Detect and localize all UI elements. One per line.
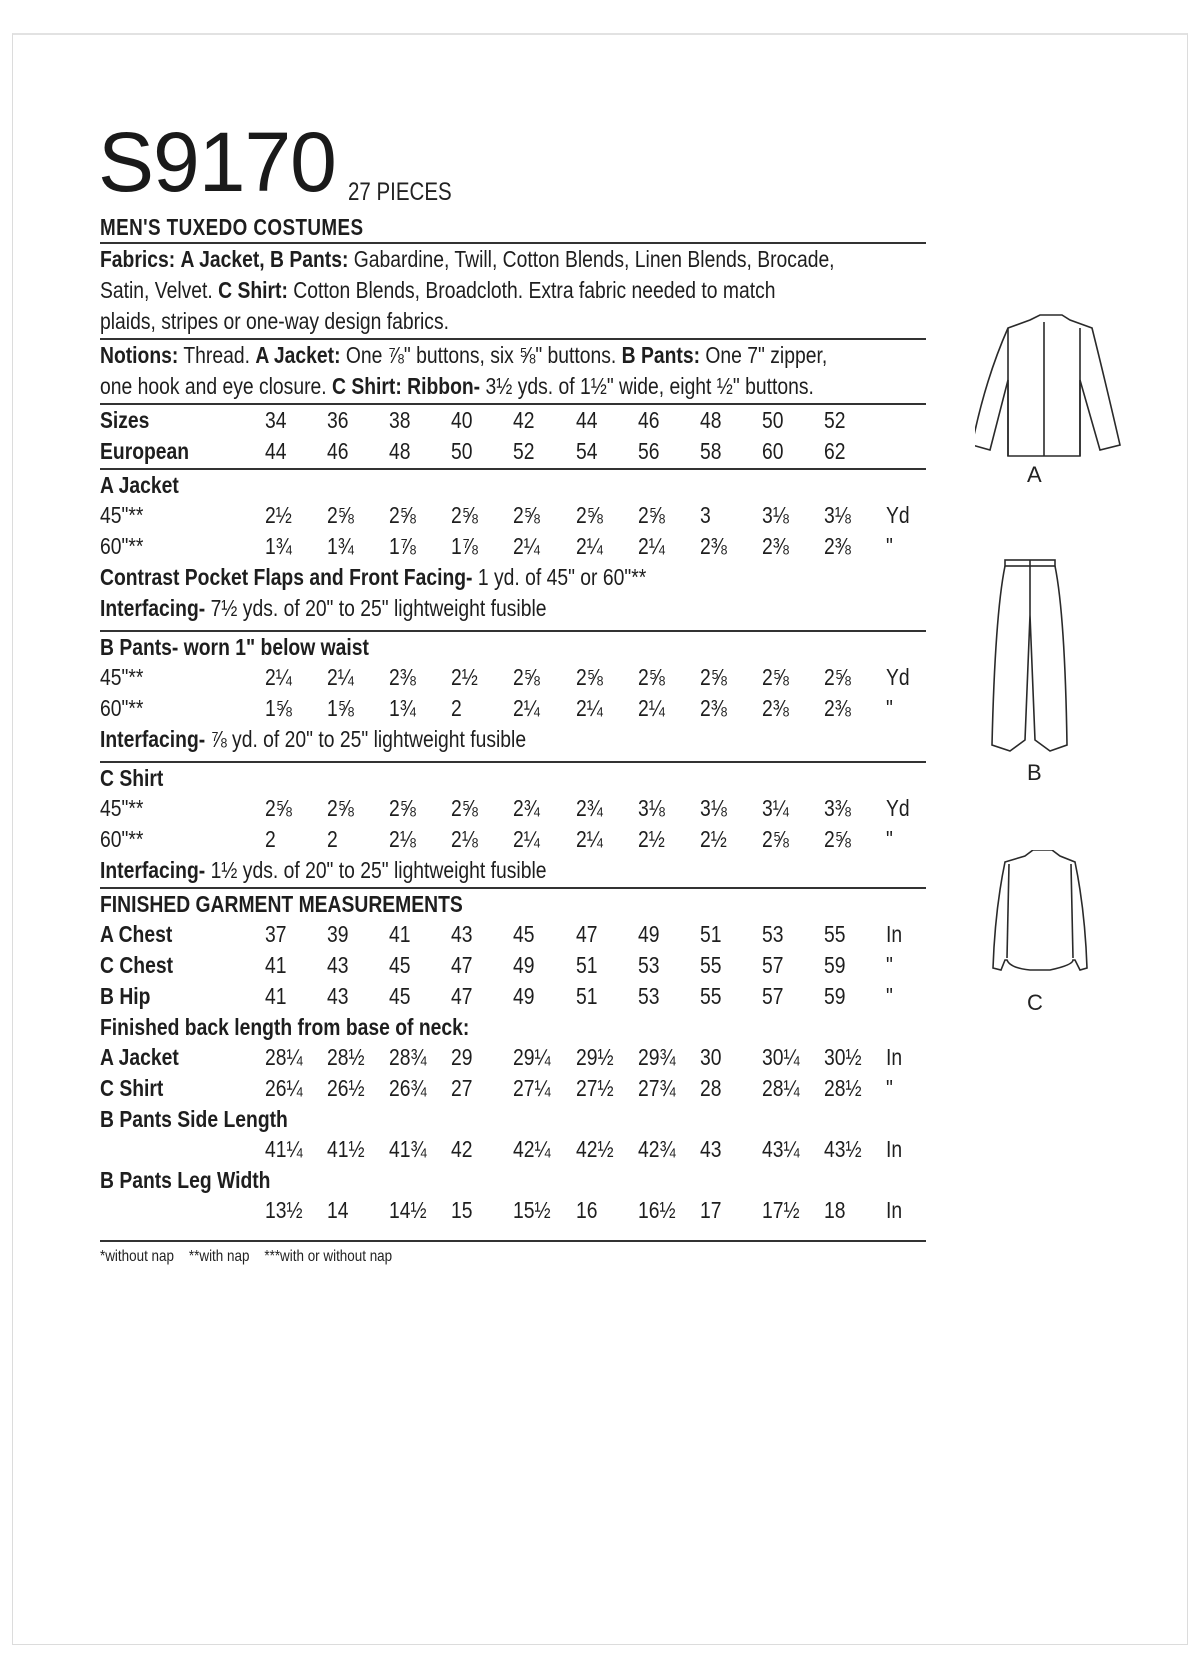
cell-value: 47	[451, 952, 473, 978]
row-label: A Jacket	[100, 1044, 179, 1070]
cell-value: 2¼	[327, 664, 355, 690]
unit: In	[885, 1136, 902, 1162]
section-heading: A Jacket	[100, 471, 179, 498]
cell-value: 2¼	[637, 695, 665, 721]
footnote: *without nap **with nap ***with or without nap	[100, 1248, 393, 1265]
cell-value: 2⅝	[265, 795, 293, 821]
pants-heading	[100, 632, 926, 662]
sizes-row	[100, 405, 926, 436]
cell-value: 53	[761, 921, 784, 947]
cell-value: 3⅜	[823, 795, 851, 821]
cell-value: 2⅝	[327, 795, 355, 821]
cell-value: 2⅝	[389, 795, 417, 821]
cell-value: 46	[637, 407, 660, 433]
back-length-heading	[100, 1012, 926, 1042]
cell-value: 30½	[823, 1044, 862, 1070]
cell-value: 49	[513, 952, 535, 978]
finished-measurements-table	[100, 889, 926, 1226]
contrast-label: Contrast Pocket Flaps and Front Facing-	[100, 564, 473, 590]
cell-value: 2¼	[513, 826, 541, 852]
cell-value: 47	[451, 983, 473, 1009]
cell-value: 16	[575, 1197, 597, 1223]
cell-value: 14	[327, 1197, 349, 1223]
piece-count: 27 PIECES	[348, 178, 452, 206]
cell-value: 56	[637, 438, 660, 464]
cell-value: 2¼	[265, 664, 293, 690]
cell-value: 54	[575, 438, 597, 464]
cell-value: 43	[699, 1136, 722, 1162]
cell-value: 28½	[327, 1044, 365, 1070]
cell-value: 2⅜	[823, 533, 851, 559]
cell-value: 2⅝	[389, 502, 417, 528]
cell-value: 26½	[327, 1075, 365, 1101]
shirt-yardage-table	[100, 763, 926, 855]
cell-value: 2½	[265, 502, 293, 528]
cell-value: 2⅝	[451, 795, 479, 821]
divider	[100, 1240, 926, 1242]
cell-value: 53	[637, 983, 660, 1009]
cell-value: 51	[575, 952, 597, 978]
cell-value: 1¾	[389, 695, 417, 721]
cell-value: 1⅝	[265, 695, 293, 721]
measurement-row	[100, 919, 926, 950]
cell-value: 2⅝	[575, 502, 603, 528]
cell-value: 46	[327, 438, 349, 464]
cell-value: 27¾	[637, 1075, 676, 1101]
cell-value: 62	[823, 438, 846, 464]
cell-value: 2¼	[575, 533, 603, 559]
cell-value: 3	[699, 502, 711, 528]
leg-width-heading	[100, 1165, 926, 1195]
unit: Yd	[885, 502, 910, 528]
fabrics-c-label: C Shirt:	[218, 277, 288, 303]
unit: "	[885, 952, 893, 978]
cell-value: 41¾	[389, 1136, 427, 1162]
cell-value: 2⅜	[699, 695, 727, 721]
view-label-b: B	[1027, 760, 1042, 785]
section-heading: B Pants Side Length	[100, 1105, 288, 1132]
illustration-pants	[975, 555, 1125, 785]
yardage-row	[100, 662, 926, 693]
unit: In	[885, 1197, 902, 1223]
cell-value: 44	[575, 407, 597, 433]
pattern-number: S9170	[98, 115, 336, 209]
cell-value: 2⅛	[389, 826, 417, 852]
unit: "	[885, 826, 893, 852]
cell-value: 2⅝	[451, 502, 479, 528]
cell-value: 17	[699, 1197, 722, 1223]
cell-value: 59	[823, 983, 846, 1009]
unit: "	[885, 695, 893, 721]
row-label: B Hip	[100, 983, 151, 1009]
cell-value: 27½	[575, 1075, 614, 1101]
cell-value: 43	[451, 921, 473, 947]
cell-value: 26¾	[389, 1075, 427, 1101]
cell-value: 14½	[389, 1197, 427, 1223]
illustration-shirt	[975, 850, 1125, 1015]
cell-value: 2⅝	[637, 502, 665, 528]
pattern-info	[98, 115, 926, 1266]
finished-heading	[100, 889, 926, 919]
cell-value: 2¼	[575, 826, 603, 852]
yardage-row	[100, 693, 926, 724]
view-label-a: A	[1027, 462, 1042, 487]
notions-label: Notions:	[100, 342, 179, 368]
notions-b-text: One 7" zipper,	[705, 342, 828, 368]
header	[98, 115, 926, 209]
fabrics-c-text: Cotton Blends, Broadcloth. Extra fabric needed to match	[293, 277, 776, 303]
cell-value: 57	[761, 952, 784, 978]
cell-value: 49	[513, 983, 535, 1009]
cell-value: 3⅛	[823, 502, 851, 528]
shirt-interfacing-text: 1½ yds. of 20" to 25" lightweight fusible	[210, 857, 547, 883]
view-label-c: C	[1027, 990, 1043, 1015]
unit: "	[885, 1075, 893, 1101]
row-label: C Shirt	[100, 1075, 164, 1101]
unit: Yd	[885, 664, 910, 690]
row-label: A Chest	[100, 921, 173, 947]
yardage-row	[100, 531, 926, 562]
pants-drawing	[975, 555, 1125, 755]
cell-value: 2⅝	[575, 664, 603, 690]
cell-value: 2¼	[637, 533, 665, 559]
unit: "	[885, 533, 893, 559]
cell-value: 2⅝	[823, 826, 851, 852]
cell-value: 29¾	[637, 1044, 676, 1070]
jacket-interfacing-label: Interfacing-	[100, 595, 206, 621]
cell-value: 26¼	[265, 1075, 303, 1101]
cell-value: 47	[575, 921, 597, 947]
cell-value: 27	[451, 1075, 473, 1101]
cell-value: 42¼	[513, 1136, 552, 1162]
cell-value: 2⅝	[513, 502, 541, 528]
cell-value: 2⅜	[389, 664, 417, 690]
cell-value: 39	[327, 921, 349, 947]
cell-value: 45	[513, 921, 535, 947]
cell-value: 40	[451, 407, 473, 433]
cell-value: 1¾	[265, 533, 293, 559]
cell-value: 41½	[327, 1136, 365, 1162]
cell-value: 2¼	[513, 695, 541, 721]
cell-value: 2⅛	[451, 826, 479, 852]
fabrics-label: Fabrics:	[100, 246, 176, 272]
section-heading: B Pants Leg Width	[100, 1166, 271, 1193]
cell-value: 42½	[575, 1136, 614, 1162]
cell-value: 50	[451, 438, 473, 464]
measurement-row	[100, 981, 926, 1012]
cell-value: 45	[389, 952, 411, 978]
row-label: 60"**	[100, 826, 144, 852]
cell-value: 41	[389, 921, 411, 947]
cell-value: 1⅞	[389, 533, 417, 559]
jacket-heading	[100, 470, 926, 500]
contrast-text: 1 yd. of 45" or 60"**	[477, 564, 647, 590]
cell-value: 16½	[637, 1197, 676, 1223]
cell-value: 27¼	[513, 1075, 552, 1101]
section-heading: C Shirt	[100, 764, 164, 791]
cell-value: 55	[699, 952, 722, 978]
cell-value: 57	[761, 983, 784, 1009]
notions-b-text-2: one hook and eye closure.	[100, 373, 327, 399]
cell-value: 3⅛	[637, 795, 665, 821]
cell-value: 2⅝	[761, 664, 789, 690]
cell-value: 2⅝	[637, 664, 665, 690]
notions-c-text: 3½ yds. of 1½" wide, eight ½" buttons.	[485, 373, 814, 399]
cell-value: 30	[699, 1044, 722, 1070]
cell-value: 44	[265, 438, 287, 464]
measurement-row	[100, 1073, 926, 1104]
cell-value: 28	[699, 1075, 722, 1101]
cell-value: 45	[389, 983, 411, 1009]
measurement-row	[100, 1134, 926, 1165]
pants-yardage-table	[100, 632, 926, 724]
cell-value: 2⅜	[761, 533, 789, 559]
yardage-row	[100, 500, 926, 531]
illustration-jacket	[975, 310, 1125, 487]
row-label: 45"**	[100, 664, 144, 690]
cell-value: 2⅜	[761, 695, 789, 721]
cell-value: 41¼	[265, 1136, 303, 1162]
unit: "	[885, 983, 893, 1009]
cell-value: 3⅛	[699, 795, 727, 821]
cell-value: 42	[451, 1136, 473, 1162]
cell-value: 2⅝	[699, 664, 727, 690]
cell-value: 43	[327, 952, 349, 978]
section-heading: FINISHED GARMENT MEASUREMENTS	[100, 890, 463, 917]
cell-value: 58	[699, 438, 722, 464]
cell-value: 2½	[451, 664, 479, 690]
cell-value: 48	[699, 407, 722, 433]
cell-value: 53	[637, 952, 660, 978]
cell-value: 2	[265, 826, 276, 852]
european-sizes-row	[100, 436, 926, 467]
measurement-row	[100, 950, 926, 981]
cell-value: 2¾	[575, 795, 603, 821]
cell-value: 48	[389, 438, 411, 464]
cell-value: 30¼	[761, 1044, 800, 1070]
cell-value: 15½	[513, 1197, 552, 1223]
section-heading: Finished back length from base of neck:	[100, 1013, 470, 1040]
cell-value: 28¼	[265, 1044, 303, 1070]
cell-value: 3¼	[761, 795, 789, 821]
cell-value: 28¼	[761, 1075, 800, 1101]
cell-value: 17½	[761, 1197, 800, 1223]
sizes-table	[100, 405, 926, 467]
cell-value: 43½	[823, 1136, 862, 1162]
notions-section	[100, 340, 926, 402]
section-heading: B Pants- worn 1" below waist	[100, 633, 369, 660]
fabrics-section	[100, 244, 926, 337]
jacket-back-drawing	[975, 310, 1125, 460]
cell-value: 2⅝	[761, 826, 789, 852]
cell-value: 3⅛	[761, 502, 789, 528]
fabrics-ab-text-2: Satin, Velvet.	[100, 277, 213, 303]
measurement-row	[100, 1195, 926, 1226]
shirt-back-drawing	[975, 850, 1125, 980]
row-label: European	[100, 438, 190, 464]
cell-value: 18	[823, 1197, 846, 1223]
cell-value: 51	[699, 921, 722, 947]
cell-value: 43	[327, 983, 349, 1009]
cell-value: 55	[823, 921, 846, 947]
cell-value: 60	[761, 438, 784, 464]
cell-value: 2⅝	[513, 664, 541, 690]
row-label: 60"**	[100, 533, 144, 559]
pattern-title: MEN'S TUXEDO COSTUMES	[100, 214, 364, 240]
unit: In	[885, 921, 902, 947]
cell-value: 28¾	[389, 1044, 427, 1070]
measurement-row	[100, 1042, 926, 1073]
cell-value: 1⅝	[327, 695, 355, 721]
cell-value: 2½	[637, 826, 665, 852]
yardage-row	[100, 793, 926, 824]
cell-value: 52	[823, 407, 846, 433]
cell-value: 37	[265, 921, 287, 947]
cell-value: 29½	[575, 1044, 614, 1070]
cell-value: 36	[327, 407, 349, 433]
cell-value: 1¾	[327, 533, 355, 559]
cell-value: 13½	[265, 1197, 303, 1223]
notions-thread: Thread.	[183, 342, 250, 368]
cell-value: 2⅜	[823, 695, 851, 721]
pants-interfacing-label: Interfacing-	[100, 726, 206, 752]
cell-value: 15	[451, 1197, 473, 1223]
cell-value: 29¼	[513, 1044, 552, 1070]
cell-value: 29	[451, 1044, 473, 1070]
notions-c-label: C Shirt: Ribbon-	[332, 373, 481, 399]
cell-value: 28½	[823, 1075, 862, 1101]
cell-value: 43¼	[761, 1136, 800, 1162]
fabrics-note: plaids, stripes or one-way design fabrics.	[100, 308, 450, 334]
cell-value: 2⅝	[327, 502, 355, 528]
cell-value: 38	[389, 407, 411, 433]
yardage-row	[100, 824, 926, 855]
cell-value: 2⅝	[823, 664, 851, 690]
cell-value: 55	[699, 983, 722, 1009]
cell-value: 42	[513, 407, 535, 433]
side-length-heading	[100, 1104, 926, 1134]
shirt-interfacing-label: Interfacing-	[100, 857, 206, 883]
cell-value: 41	[265, 983, 287, 1009]
cell-value: 52	[513, 438, 535, 464]
cell-value: 51	[575, 983, 597, 1009]
row-label: 60"**	[100, 695, 144, 721]
cell-value: 49	[637, 921, 660, 947]
unit: In	[885, 1044, 902, 1070]
notions-b-label: B Pants:	[621, 342, 701, 368]
cell-value: 59	[823, 952, 846, 978]
cell-value: 2½	[699, 826, 727, 852]
cell-value: 2⅜	[699, 533, 727, 559]
row-label: C Chest	[100, 952, 174, 978]
cell-value: 2¼	[513, 533, 541, 559]
jacket-yardage-table	[100, 470, 926, 562]
cell-value: 42¾	[637, 1136, 676, 1162]
row-label: Sizes	[100, 407, 150, 433]
cell-value: 2	[327, 826, 338, 852]
row-label: 45"**	[100, 795, 144, 821]
unit: Yd	[885, 795, 910, 821]
cell-value: 41	[265, 952, 287, 978]
cell-value: 1⅞	[451, 533, 479, 559]
pants-interfacing-text: ⅞ yd. of 20" to 25" lightweight fusible	[210, 726, 527, 752]
cell-value: 2¾	[513, 795, 541, 821]
cell-value: 50	[761, 407, 784, 433]
cell-value: 2	[451, 695, 463, 721]
fabrics-ab-text: Gabardine, Twill, Cotton Blends, Linen Blends, Brocade,	[353, 246, 835, 272]
jacket-interfacing-text: 7½ yds. of 20" to 25" lightweight fusible	[210, 595, 547, 621]
cell-value: 2¼	[575, 695, 603, 721]
row-label: 45"**	[100, 502, 144, 528]
notions-a-text: One ⅞" buttons, six ⅝" buttons.	[345, 342, 617, 368]
fabrics-ab-label: A Jacket, B Pants:	[180, 246, 349, 272]
notions-a-label: A Jacket:	[255, 342, 341, 368]
shirt-heading	[100, 763, 926, 793]
cell-value: 34	[265, 407, 287, 433]
